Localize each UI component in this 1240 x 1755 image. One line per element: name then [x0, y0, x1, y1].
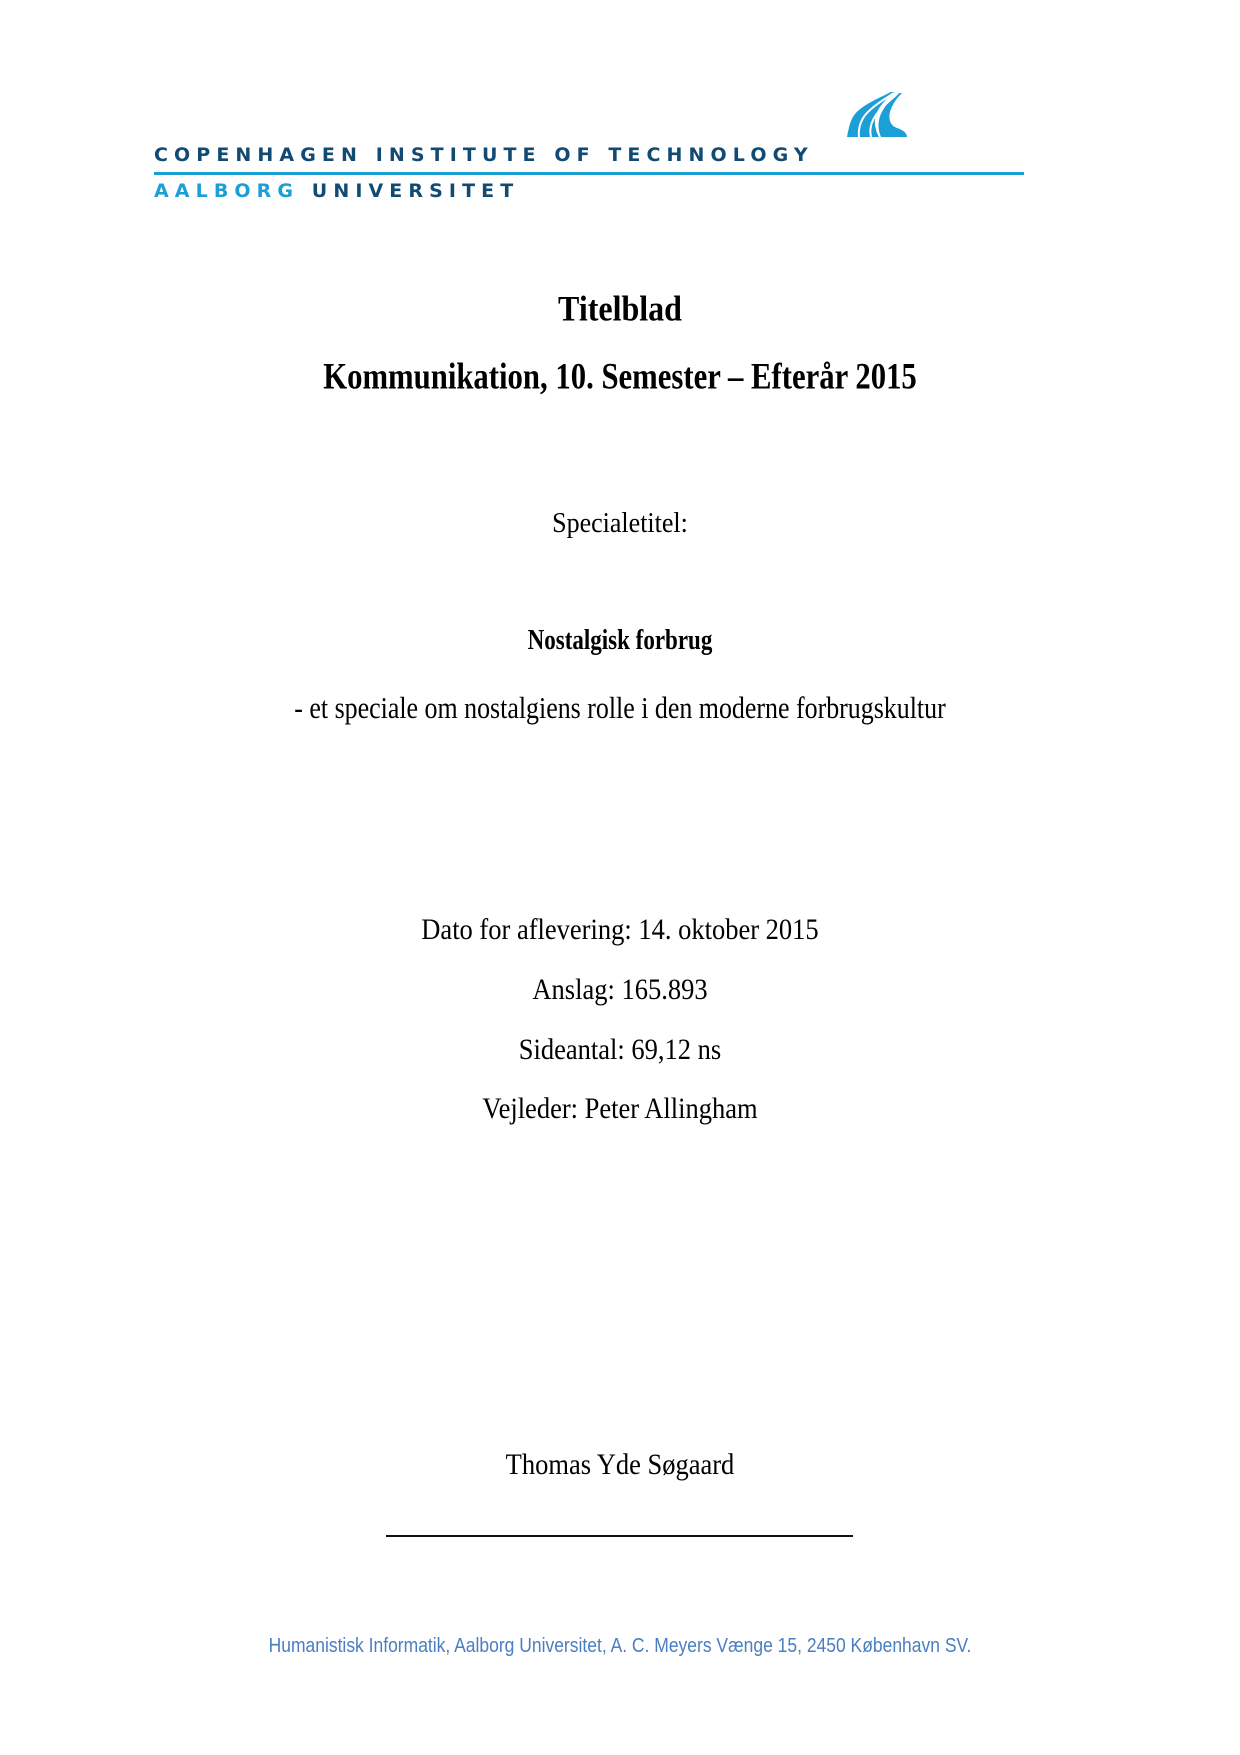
submission-date: Dato for aflevering: 14. oktober 2015	[421, 912, 819, 946]
thesis-title: Nostalgisk forbrug	[527, 625, 713, 656]
character-count: Anslag: 165.893	[532, 972, 708, 1006]
footer-address: Humanistisk Informatik, Aalborg Universitet, A. C. Meyers Vænge 15, 2450 København SV.	[268, 1635, 972, 1658]
signature-line	[386, 1535, 853, 1537]
author-name: Thomas Yde Søgaard	[505, 1447, 735, 1481]
logo-divider	[154, 172, 1024, 175]
thesis-subtitle: - et speciale om nostalgiens rolle i den moderne forbrugskultur	[294, 691, 946, 725]
page-count: Sideantal: 69,12 ns	[518, 1032, 722, 1066]
logo-universitet: UNIVERSITET	[311, 180, 520, 202]
supervisor: Vejleder: Peter Allingham	[482, 1091, 758, 1125]
thesis-title-label: Specialetitel:	[552, 506, 688, 539]
logo-institute-name: COPENHAGEN INSTITUTE OF TECHNOLOGY	[154, 144, 814, 166]
logo-aalborg: AALBORG	[154, 180, 300, 202]
aau-waves-icon	[845, 90, 909, 138]
logo-university-name	[154, 180, 519, 202]
page-title: Titelblad	[558, 287, 682, 329]
course-heading: Kommunikation, 10. Semester – Efterår 2015	[323, 355, 917, 397]
